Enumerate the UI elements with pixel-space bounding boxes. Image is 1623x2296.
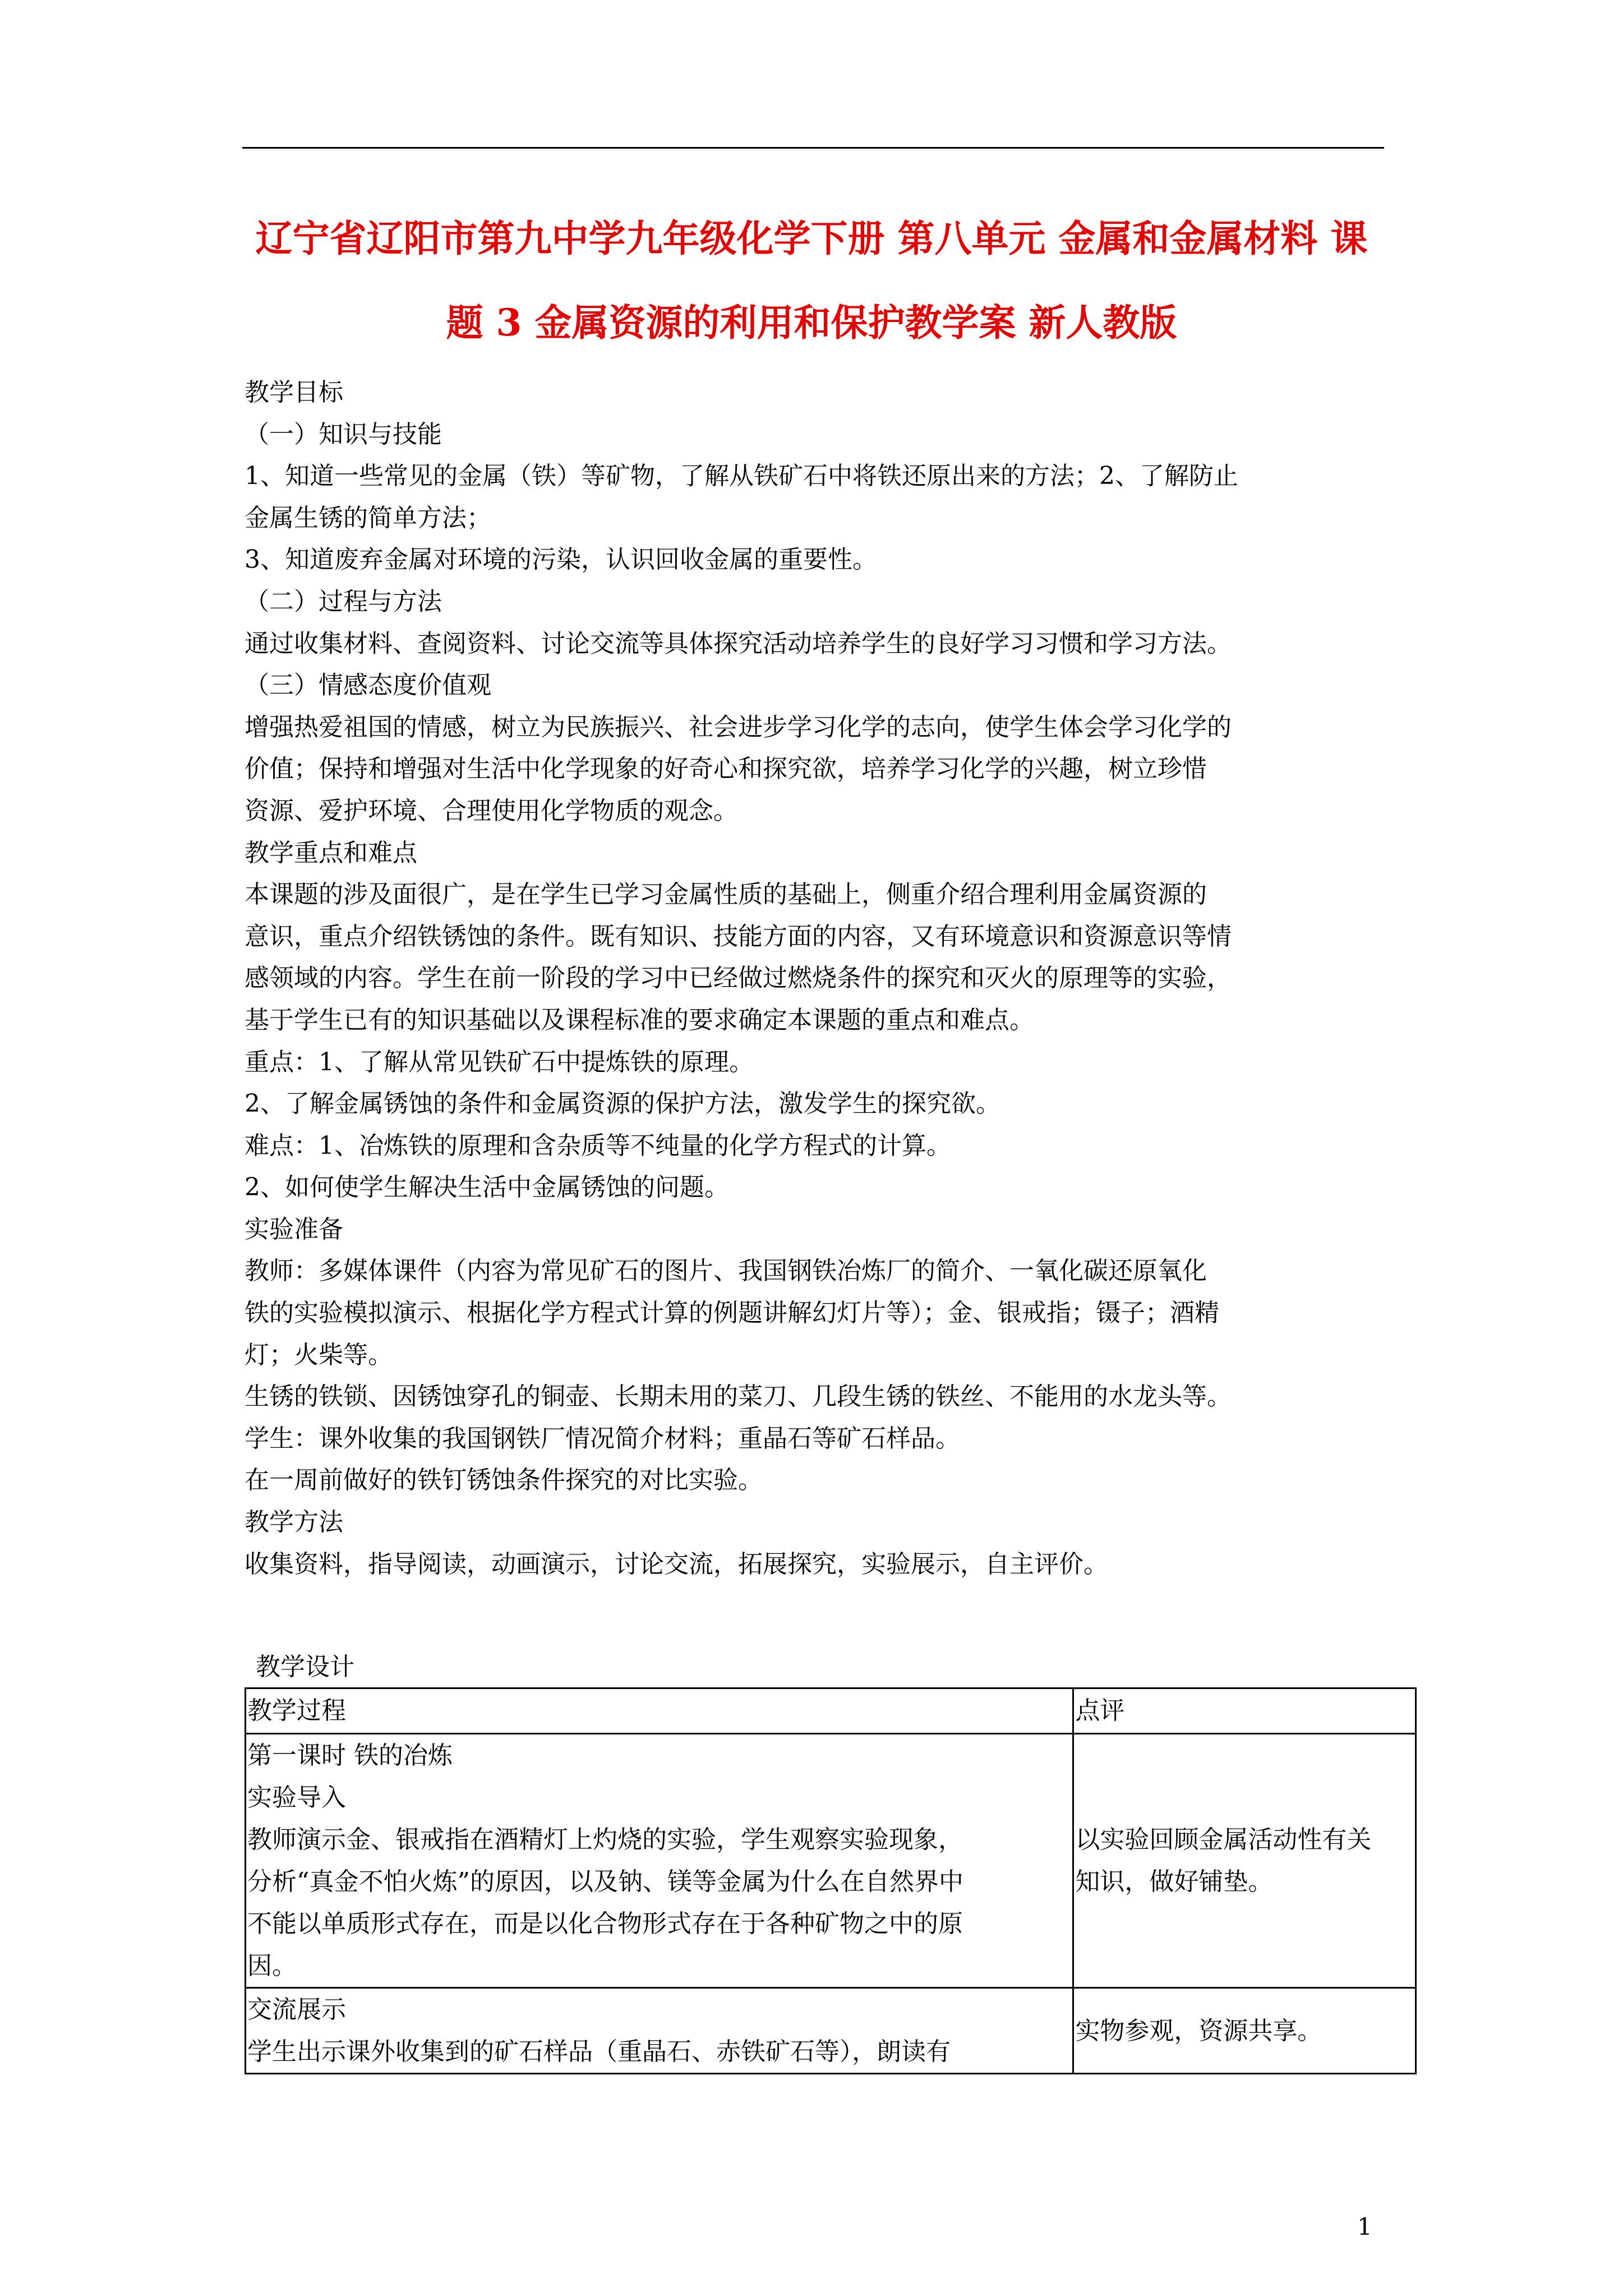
process-line: 教师演示金、银戒指在酒精灯上灼烧的实验，学生观察实验现象， — [247, 1825, 963, 1854]
paragraph-line: 难点：1、冶炼铁的原理和含杂质等不纯量的化学方程式的计算。 — [245, 1131, 951, 1160]
paragraph-line: 铁的实验模拟演示、根据化学方程式计算的例题讲解幻灯片等）；金、银戒指；镊子；酒精 — [245, 1299, 1219, 1328]
review-cell — [1073, 1988, 1416, 2074]
process-line: 因。 — [247, 1952, 297, 1980]
review-line: 知识，做好铺垫。 — [1075, 1867, 1273, 1896]
process-line: 交流展示 — [247, 1995, 346, 2024]
process-cell — [246, 1988, 1073, 2074]
title-line-1: 辽宁省辽阳市第九中学九年级化学下册 第八单元 金属和金属材料 课 — [255, 217, 1368, 260]
section-heading-keypoints: 教学重点和难点 — [245, 838, 417, 867]
paragraph-line: 资源、爱护环境、合理使用化学物质的观念。 — [245, 796, 738, 825]
process-line: 第一课时 铁的冶炼 — [247, 1741, 453, 1770]
paragraph-line: 收集资料，指导阅读，动画演示，讨论交流，拓展探究，实验展示，自主评价。 — [245, 1549, 1108, 1579]
paragraph-line: 2、了解金属锈蚀的条件和金属资源的保护方法，激发学生的探究欲。 — [245, 1089, 1000, 1119]
table-row — [246, 1988, 1416, 2074]
section-heading-methods: 教学方法 — [245, 1508, 343, 1537]
review-line: 以实验回顾金属活动性有关 — [1075, 1825, 1372, 1854]
paragraph-line: 灯；火柴等。 — [245, 1340, 393, 1369]
paragraph-line: 基于学生已有的知识基础以及课程标准的要求确定本课题的重点和难点。 — [245, 1005, 1034, 1034]
process-line: 学生出示课外收集到的矿石样品（重晶石、赤铁矿石等），朗读有 — [247, 2037, 951, 2066]
paragraph-line: 重点：1、了解从常见铁矿石中提炼铁的原理。 — [245, 1047, 754, 1076]
subheading-knowledge: （一）知识与技能 — [245, 420, 442, 449]
process-line: 不能以单质形式存在，而是以化合物形式存在于各种矿物之中的原 — [247, 1910, 963, 1938]
paragraph-line: 通过收集材料、查阅资料、讨论交流等具体探究活动培养学生的良好学习习惯和学习方法。 — [245, 629, 1232, 658]
paragraph-line: 2、如何使学生解决生活中金属锈蚀的问题。 — [245, 1173, 729, 1202]
paragraph-line: 1、知道一些常见的金属（铁）等矿物，了解从铁矿石中将铁还原出来的方法；2、了解防止 — [245, 462, 1238, 491]
subheading-process: （二）过程与方法 — [245, 587, 442, 616]
header-review-cell — [1073, 1688, 1416, 1734]
section-heading-preparation: 实验准备 — [245, 1214, 343, 1244]
paragraph-line: 学生：课外收集的我国钢铁厂情况简介材料；重晶石等矿石样品。 — [245, 1424, 960, 1453]
paragraph-line: 本课题的涉及面很广，是在学生已学习金属性质的基础上，侧重介绍合理利用金属资源的 — [245, 880, 1207, 909]
process-line: 实验导入 — [247, 1783, 346, 1812]
paragraph-line: 3、知道废弃金属对环境的污染，认识回收金属的重要性。 — [245, 545, 877, 574]
teaching-design-table — [245, 1687, 1417, 2074]
paragraph-line: 意识，重点介绍铁锈蚀的条件。既有知识、技能方面的内容，又有环境意识和资源意识等情 — [245, 922, 1232, 951]
table-header-row — [246, 1688, 1416, 1734]
review-line: 实物参观，资源共享。 — [1075, 2016, 1322, 2045]
process-line: 分析“真金不怕火炼”的原因，以及钠、镁等金属为什么在自然界中 — [247, 1867, 963, 1896]
paragraph-line: 教师：多媒体课件（内容为常见矿石的图片、我国钢铁冶炼厂的简介、一氧化碳还原氧化 — [245, 1257, 1207, 1286]
body-text — [245, 372, 1422, 1585]
header-review: 点评 — [1075, 1696, 1125, 1725]
paragraph-line: 增强热爱祖国的情感，树立为民族振兴、社会进步学习化学的志向，使学生体会学习化学的 — [245, 712, 1232, 742]
paragraph-line: 金属生锈的简单方法； — [245, 503, 491, 532]
paragraph-line: 在一周前做好的铁钉锈蚀条件探究的对比实验。 — [245, 1466, 763, 1495]
paragraph-line: 感领域的内容。学生在前一阶段的学习中已经做过燃烧条件的探究和灭火的原理等的实验， — [245, 964, 1232, 993]
page-number: 1 — [1357, 2213, 1372, 2240]
paragraph-line: 价值；保持和增强对生活中化学现象的好奇心和探究欲，培养学习化学的兴趣，树立珍惜 — [245, 754, 1207, 784]
paragraph-line: 生锈的铁锁、因锈蚀穿孔的铜壶、长期未用的菜刀、几段生锈的铁丝、不能用的水龙头等。 — [245, 1382, 1232, 1411]
subheading-attitude: （三）情感态度价值观 — [245, 671, 491, 700]
section-heading-objectives: 教学目标 — [245, 378, 343, 407]
process-cell — [246, 1734, 1073, 1988]
header-process: 教学过程 — [247, 1696, 346, 1725]
review-cell — [1073, 1734, 1416, 1988]
design-label: 教学设计 — [256, 1653, 354, 1681]
table-row — [246, 1734, 1416, 1988]
title-line-2: 题 3 金属资源的利用和保护教学案 新人教版 — [446, 301, 1177, 344]
header-rule — [242, 147, 1384, 149]
header-process-cell — [246, 1688, 1073, 1734]
